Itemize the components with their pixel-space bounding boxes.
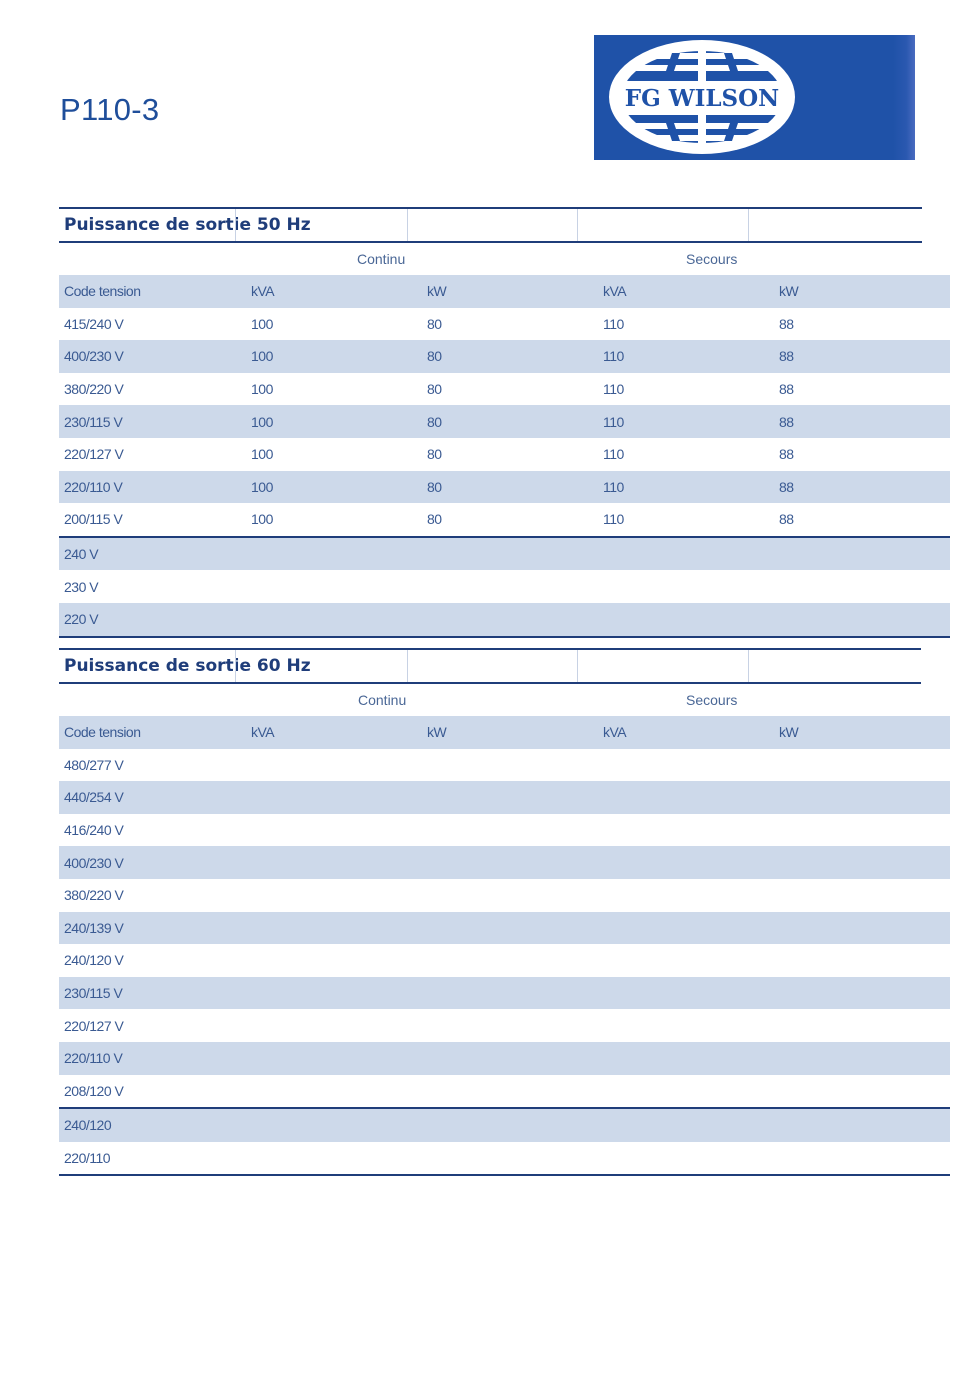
- table-row: [59, 603, 950, 637]
- table-cell: [774, 846, 950, 879]
- table-cell: 80: [427, 511, 442, 528]
- table-row: [59, 912, 950, 945]
- table-cell: kW: [422, 716, 598, 749]
- table-cell: 230/115 V: [59, 977, 246, 1010]
- group-secours: Secours: [686, 692, 738, 708]
- table-cell: [422, 977, 598, 1010]
- table-cell: [422, 603, 598, 637]
- table-row: [59, 1075, 950, 1109]
- table-cell: [774, 749, 950, 782]
- table-cell: [598, 1108, 774, 1142]
- table-row: [59, 570, 950, 603]
- table-cell: [422, 814, 598, 847]
- table-cell: kW: [774, 716, 950, 749]
- table-cell: [598, 1042, 774, 1075]
- table-row: [59, 537, 950, 571]
- table-cell: [774, 1142, 950, 1176]
- table-cell: [246, 1108, 422, 1142]
- table-cell: kW: [422, 275, 598, 308]
- table-cell: kW: [774, 275, 950, 308]
- table-cell: 100: [246, 405, 422, 438]
- table-cell: 88: [779, 511, 794, 528]
- table-cell: kVA: [246, 275, 422, 308]
- table-cell: [422, 1075, 598, 1109]
- table-cell: 415/240 V: [64, 315, 124, 332]
- table-cell: [422, 749, 598, 782]
- table-60hz: [59, 716, 950, 1176]
- table-cell: kVA: [598, 275, 774, 308]
- table-cell: 80: [427, 315, 442, 332]
- table-cell: 88: [779, 381, 794, 398]
- table-cell: [422, 781, 598, 814]
- table-row: [59, 879, 950, 912]
- table-cell: [598, 944, 774, 977]
- table-cell: 440/254 V: [59, 781, 246, 814]
- table-cell: [598, 814, 774, 847]
- table-cell: [422, 537, 598, 571]
- table-cell: 110: [598, 340, 774, 373]
- table-cell: 80: [427, 381, 442, 398]
- table-cell: Code tension: [59, 275, 246, 308]
- table-cell: [598, 570, 774, 603]
- table-cell: [422, 1108, 598, 1142]
- table-row: [59, 1009, 950, 1042]
- section-60hz: [59, 648, 921, 1176]
- table-cell: [246, 944, 422, 977]
- table-cell: 380/220 V: [64, 381, 124, 398]
- group-continu: Continu: [358, 692, 407, 708]
- table-cell: 220/110 V: [59, 1042, 246, 1075]
- table-cell: Code tension: [59, 716, 246, 749]
- table-cell: [598, 1142, 774, 1176]
- table-cell: 200/115 V: [64, 511, 123, 528]
- table-cell: 230/115 V: [59, 405, 246, 438]
- group-header-60hz: [59, 684, 921, 716]
- table-cell: [598, 537, 774, 571]
- table-cell: [246, 814, 422, 847]
- table-cell: 88: [774, 471, 950, 504]
- table-cell: [774, 944, 950, 977]
- table-cell: [422, 912, 598, 945]
- table-header-row: [59, 716, 950, 749]
- table-row: [59, 340, 950, 373]
- section-title-50hz: Puissance de sortie 50 Hz: [59, 207, 922, 243]
- table-cell: 220/110 V: [59, 471, 246, 504]
- table-cell: 110: [603, 315, 624, 332]
- table-cell: [246, 977, 422, 1010]
- table-row: [59, 1042, 950, 1075]
- table-cell: 100: [251, 315, 273, 332]
- table-cell: [246, 912, 422, 945]
- table-cell: [774, 1009, 950, 1042]
- table-cell: [246, 570, 422, 603]
- model-title: P110-3: [60, 92, 160, 127]
- section-50hz: [59, 207, 922, 638]
- table-cell: [246, 1142, 422, 1176]
- table-row: [59, 944, 950, 977]
- table-cell: 220/110: [64, 1150, 111, 1167]
- table-cell: [598, 912, 774, 945]
- section-title-60hz: Puissance de sortie 60 Hz: [59, 648, 921, 684]
- table-cell: 100: [251, 446, 273, 463]
- table-cell: [422, 1042, 598, 1075]
- table-cell: [774, 537, 950, 571]
- table-cell: 80: [422, 471, 598, 504]
- table-cell: 208/120 V: [64, 1082, 124, 1099]
- table-cell: kVA: [246, 716, 422, 749]
- table-cell: [246, 1042, 422, 1075]
- table-cell: [774, 781, 950, 814]
- table-row: [59, 977, 950, 1010]
- table-cell: [422, 570, 598, 603]
- table-cell: [774, 977, 950, 1010]
- table-row: [59, 405, 950, 438]
- table-row: [59, 438, 950, 471]
- table-cell: 100: [251, 511, 273, 528]
- table-row: [59, 373, 950, 406]
- table-cell: [598, 846, 774, 879]
- table-cell: [422, 1009, 598, 1042]
- table-header-row: [59, 275, 950, 308]
- table-cell: [774, 1075, 950, 1109]
- table-cell: [774, 1042, 950, 1075]
- table-cell: 240/120: [59, 1108, 246, 1142]
- table-cell: [246, 781, 422, 814]
- table-cell: [598, 977, 774, 1010]
- table-cell: 100: [246, 471, 422, 504]
- table-cell: [246, 1075, 422, 1109]
- table-cell: 88: [774, 405, 950, 438]
- table-cell: [598, 879, 774, 912]
- table-cell: [422, 1142, 598, 1176]
- table-cell: 240/139 V: [59, 912, 246, 945]
- table-cell: [598, 1009, 774, 1042]
- table-cell: [246, 846, 422, 879]
- table-cell: 220/127 V: [64, 446, 124, 463]
- table-cell: [598, 749, 774, 782]
- table-cell: 88: [774, 340, 950, 373]
- table-cell: [246, 749, 422, 782]
- table-cell: 80: [422, 405, 598, 438]
- table-cell: 88: [779, 446, 794, 463]
- table-cell: [774, 570, 950, 603]
- table-cell: 88: [779, 315, 794, 332]
- table-cell: [774, 603, 950, 637]
- table-cell: 110: [603, 511, 624, 528]
- table-cell: [246, 537, 422, 571]
- globe-logo-icon: [602, 35, 892, 160]
- table-cell: [598, 781, 774, 814]
- table-cell: 220/127 V: [64, 1017, 124, 1034]
- table-50hz: [59, 275, 950, 638]
- table-row: [59, 846, 950, 879]
- table-cell: [246, 1009, 422, 1042]
- table-row: [59, 814, 950, 847]
- table-row: [59, 1142, 950, 1176]
- fg-wilson-logo: [594, 35, 915, 160]
- table-cell: 230 V: [64, 578, 99, 595]
- table-cell: 400/230 V: [59, 846, 246, 879]
- table-row: [59, 749, 950, 782]
- table-cell: 240 V: [59, 537, 246, 571]
- table-cell: 240/120 V: [64, 952, 124, 969]
- group-continu: Continu: [357, 251, 406, 267]
- table-cell: 110: [598, 471, 774, 504]
- table-cell: [774, 1108, 950, 1142]
- table-cell: 400/230 V: [59, 340, 246, 373]
- table-cell: 416/240 V: [64, 822, 124, 839]
- table-cell: [422, 944, 598, 977]
- table-cell: [774, 912, 950, 945]
- table-cell: 80: [427, 446, 442, 463]
- table-cell: 220 V: [59, 603, 246, 637]
- table-row: [59, 781, 950, 814]
- logo-text: FG WILSON: [624, 85, 780, 112]
- table-cell: 100: [246, 340, 422, 373]
- table-cell: [598, 1075, 774, 1109]
- table-row: [59, 503, 950, 537]
- table-cell: 80: [422, 340, 598, 373]
- table-cell: [774, 814, 950, 847]
- table-cell: 110: [603, 381, 624, 398]
- table-cell: [246, 603, 422, 637]
- table-cell: [422, 879, 598, 912]
- table-cell: 110: [598, 405, 774, 438]
- table-cell: [246, 879, 422, 912]
- table-cell: 380/220 V: [64, 887, 124, 904]
- table-cell: [422, 846, 598, 879]
- group-secours: Secours: [686, 251, 738, 267]
- table-row: [59, 1108, 950, 1142]
- table-cell: 100: [251, 381, 273, 398]
- table-cell: [774, 879, 950, 912]
- table-cell: [598, 603, 774, 637]
- table-row: [59, 308, 950, 341]
- table-cell: 480/277 V: [64, 756, 124, 773]
- group-header-50hz: [59, 243, 922, 275]
- table-row: [59, 471, 950, 504]
- table-cell: 110: [603, 446, 624, 463]
- table-cell: kVA: [598, 716, 774, 749]
